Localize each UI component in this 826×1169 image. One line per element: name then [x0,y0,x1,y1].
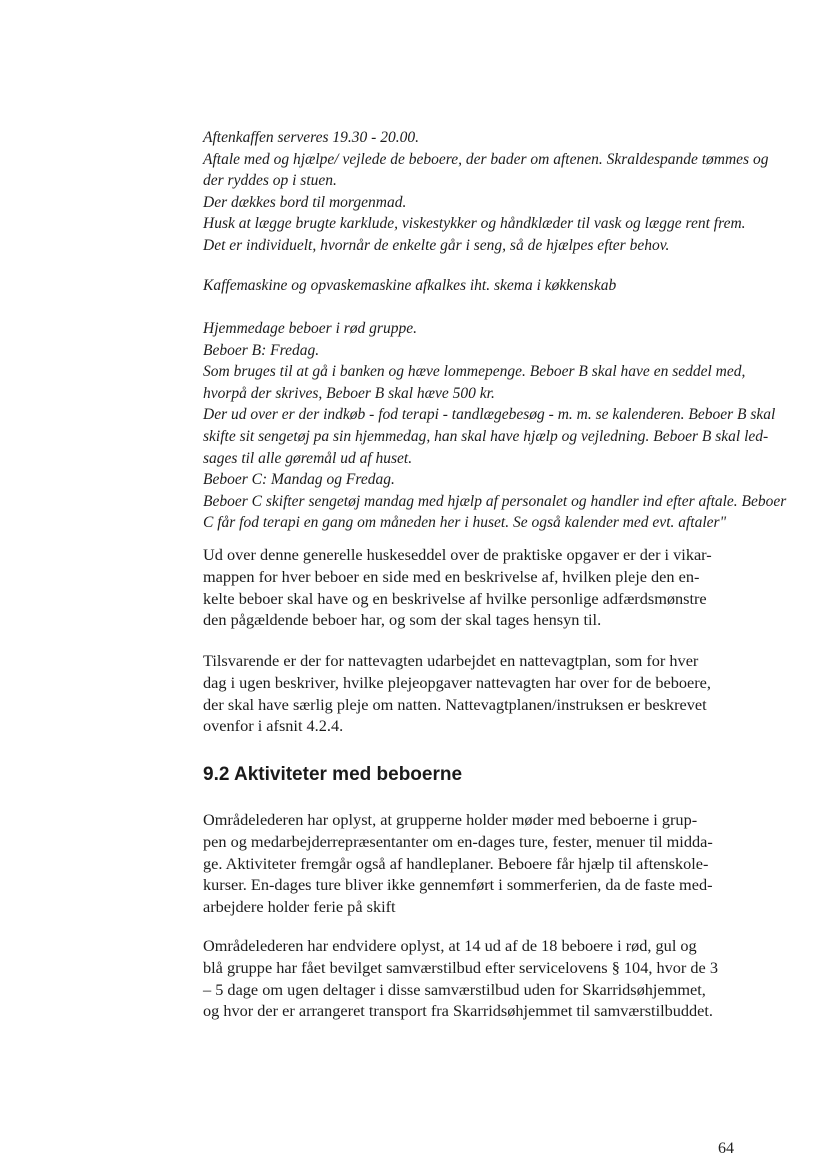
text-line: pen og medarbejderrepræsentanter om en-dages ture, fester, menuer til midda- [203,831,713,851]
note-line: Beboer C: Mandag og Fredag. [203,471,395,489]
note-line: Kaffemaskine og opvaskemaskine afkalkes iht. skema i køkkenskab [203,277,617,294]
text-line: kurser. En-dages ture bliver ikke gennemført i sommerferien, da de faste med- [203,875,713,895]
note-line: Husk at lægge brugte karklude, viskestykker og håndklæder til vask og lægge rent frem. [203,215,746,233]
text-line: Ud over denne generelle huskeseddel over de praktiske opgaver er der i vikar- [203,545,712,564]
page-number: 64 [718,1140,734,1157]
paragraph-activities [203,809,743,918]
paragraph-care-description [203,544,743,631]
paragraph-night-watch [203,650,743,737]
text-line: arbejdere holder ferie på skift [203,897,396,917]
text-line: kelte beboer skal have og en beskrivelse af hvilke personlige adfærdsmønstre [203,588,707,608]
evening-notes [203,127,769,257]
text-line: og hvor der er arrangeret transport fra Skarridsøhjemmet til samværstilbuddet. [203,1001,713,1021]
text-line: Områdelederen har endvidere oplyst, at 14 ud af de 18 beboere i rød, gul og [203,936,697,955]
section-heading: 9.2 Aktiviteter med beboerne [203,764,463,785]
note-line: Beboer C skifter sengetøj mandag med hjælp af personalet og handler ind efter aftale. Beboer [203,492,787,510]
note-line: Aftale med og hjælpe/ vejlede de beboere, der bader om aftenen. Skraldespande tømmes og [203,150,769,168]
note-line: skifte sit sengetøj pa sin hjemmedag, han skal have hjælp og vejledning. Beboer B skal led- [203,427,769,445]
text-line: dag i ugen beskriver, hvilke plejeopgaver nattevagten har over for de beboere, [203,672,711,692]
note-line: hvorpå der skrives, Beboer B skal hæve 500 kr. [203,384,495,402]
text-line: der skal have særlig pleje om natten. Nattevagtplanen/instruksen er beskrevet [203,694,707,714]
coffee-machine-note [203,275,743,297]
text-line: Områdelederen har oplyst, at grupperne holder møder med beboerne i grup- [203,810,698,829]
text-line: mappen for hver beboer en side med en beskrivelse af, hvilken pleje den en- [203,566,700,586]
note-line: der ryddes op i stuen. [203,172,337,190]
text-line: blå gruppe har fået bevilget samværstilbud efter servicelovens § 104, hvor de 3 [203,957,718,977]
note-line: sages til alle gøremål ud af huset. [203,449,413,467]
text-line: – 5 dage om ugen deltager i disse samværstilbud uden for Skarridsøhjemmet, [203,979,706,999]
note-line: C får fod terapi en gang om måneden her i huset. Se også kalender med evt. aftaler" [203,514,727,532]
note-line: Aftenkaffen serveres 19.30 - 20.00. [203,129,419,146]
text-line: den pågældende beboer har, og som der skal tages hensyn til. [203,610,602,630]
note-line: Som bruges til at gå i banken og hæve lommepenge. Beboer B skal have en seddel med, [203,363,746,381]
paragraph-social-offer [203,935,743,1022]
note-line: Beboer B: Fredag. [203,341,320,359]
text-line: ge. Aktiviteter fremgår også af handleplaner. Beboere får hjælp til aftenskole- [203,853,709,873]
text-line: Tilsvarende er der for nattevagten udarbejdet en nattevagtplan, som for hver [203,651,699,670]
note-line: Der ud over er der indkøb - fod terapi - tandlægebesøg - m. m. se kalenderen. Beboer B skal [203,406,776,424]
note-line: Hjemmedage beboer i rød gruppe. [203,320,417,337]
text-line: ovenfor i afsnit 4.2.4. [203,716,344,736]
home-day-notes [203,318,787,534]
note-line: Der dækkes bord til morgenmad. [203,193,407,211]
note-line: Det er individuelt, hvornår de enkelte går i seng, så de hjælpes efter behov. [203,236,670,254]
